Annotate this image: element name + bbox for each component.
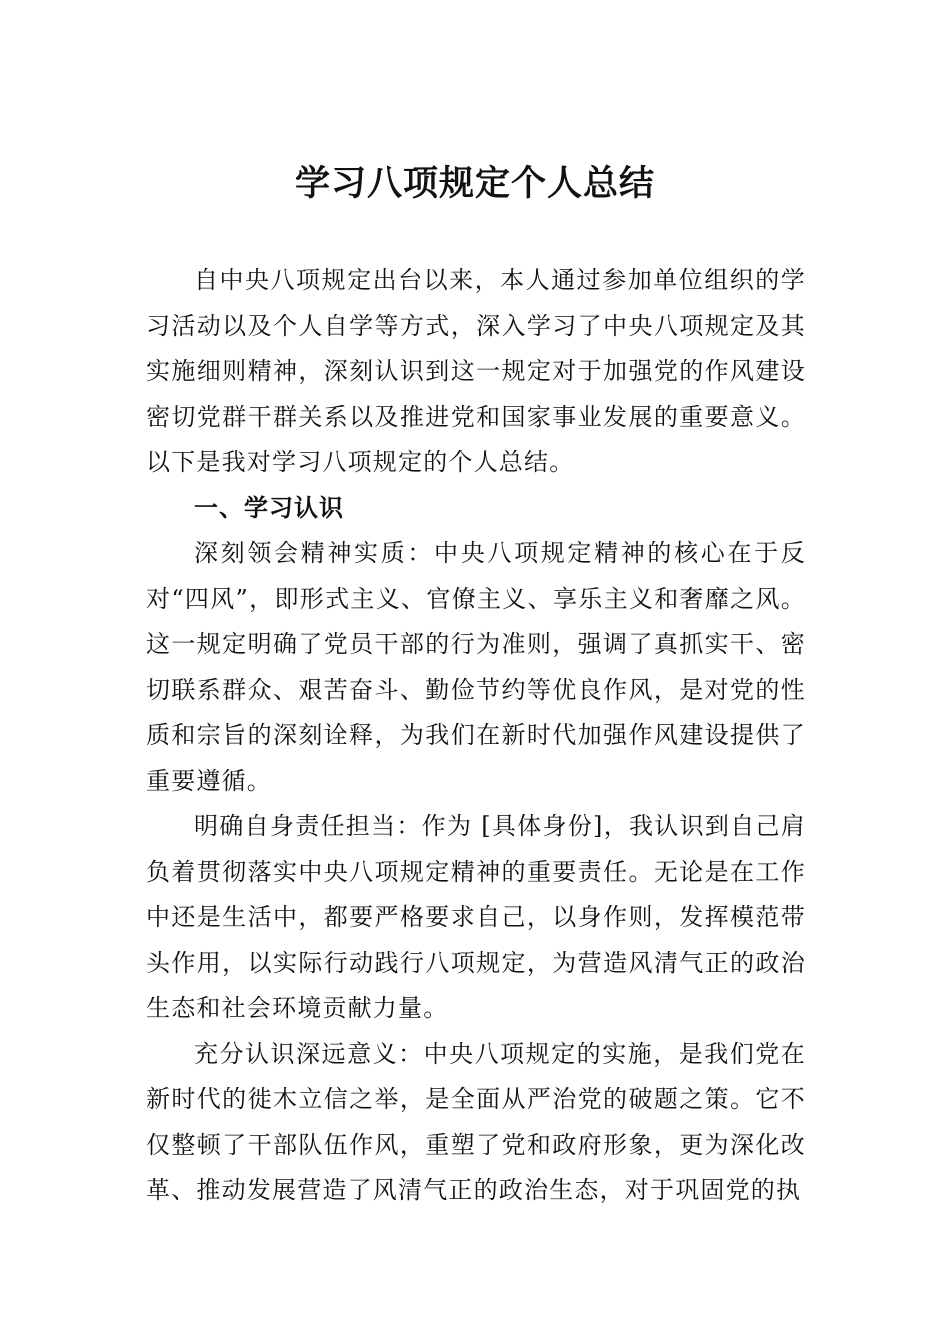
document-title: 学习八项规定个人总结 [294,163,655,204]
body-paragraph: 深刻领会精神实质：中央八项规定精神的核心在于反对“四风”，即形式主义、官僚主义、享乐主义和奢靡之风。这一规定明确了党员干部的行为准则，强调了真抓实干、密切联系群众、艰苦奋斗、勤俭节约等优良作风，是对党的性质和宗旨的深刻诠释，为我们在新时代加强作风建设提供了重要遵循。 [146,539,806,795]
body-paragraph: 明确自身责任担当：作为 [具体身份]，我认识到自己肩负着贯彻落实中央八项规定精神的重要责任。无论是在工作中还是生活中，都要严格要求自己，以身作则，发挥模范带头作用，以实际行动践行八项规定，为营造风清气正的政治生态和社会环境贡献力量。 [146,812,806,1022]
body-paragraph: 充分认识深远意义：中央八项规定的实施，是我们党在新时代的徙木立信之举，是全面从严治党的破题之策。它不仅整顿了干部队伍作风，重塑了党和政府形象，更为深化改革、推动发展营造了风清气正的政治生态，对于巩固党的执 [146,1039,806,1204]
section-heading: 一、学习认识 [194,493,344,522]
intro-paragraph: 自中央八项规定出台以来，本人通过参加单位组织的学习活动以及个人自学等方式，深入学习了中央八项规定及其实施细则精神，深刻认识到这一规定对于加强党的作风建设密切党群干群关系以及推进党和国家事业发展的重要意义。以下是我对学习八项规定的个人总结。 [146,266,806,476]
document-body [146,258,806,1214]
